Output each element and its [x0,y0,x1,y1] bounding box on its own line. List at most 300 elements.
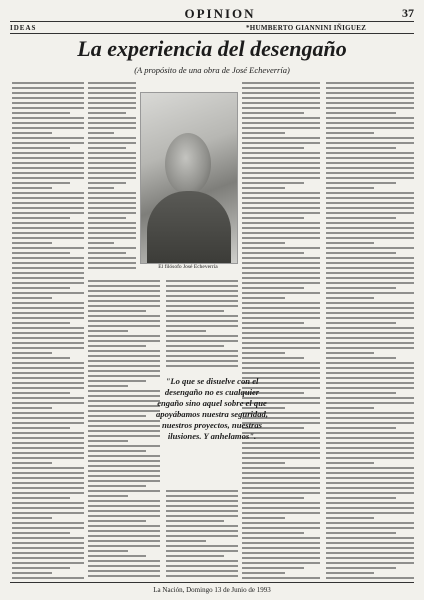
text-line [88,380,146,382]
text-line [12,397,84,399]
text-line [326,127,414,129]
text-line [242,127,320,129]
text-line [12,517,52,519]
text-line [326,332,414,334]
text-column-1 [12,82,84,582]
text-line [166,500,238,502]
text-line [326,437,414,439]
text-line [12,317,84,319]
text-line [326,502,414,504]
text-line [12,122,84,124]
text-line [12,202,84,204]
text-line [326,357,396,359]
text-line [326,537,414,539]
text-line [88,420,160,422]
text-line [242,117,320,119]
text-line [326,242,374,244]
text-line [88,227,136,229]
text-line [242,247,320,249]
text-line [88,177,136,179]
text-line [88,515,160,517]
text-line [88,207,136,209]
text-line [12,182,70,184]
text-line [88,545,160,547]
text-line [12,192,84,194]
text-line [88,495,128,497]
text-line [242,327,320,329]
text-line [242,107,320,109]
text-line [242,322,304,324]
text-line [166,570,238,572]
text-line [88,237,136,239]
text-line [88,560,160,562]
text-line [242,252,304,254]
text-line [12,577,84,579]
text-line [12,267,84,269]
pull-quote: "Lo que se disuelve con el desengaño no es cualquier engaño sino aquel sobre el que apoyábamos nuestra seguridad, nuestros proyectos, nuestras ilusiones. Y anhelamos". [156,376,268,441]
text-line [88,242,114,244]
text-line [12,132,52,134]
text-line [326,202,414,204]
text-line [12,137,84,139]
text-line [242,87,320,89]
text-line [88,257,136,259]
text-line [326,307,414,309]
text-line [88,197,136,199]
text-line [12,542,84,544]
photo-body [147,191,231,263]
text-line [88,475,160,477]
text-line [12,352,52,354]
text-line [242,527,320,529]
text-line [166,345,224,347]
text-line [166,350,238,352]
text-line [88,147,126,149]
text-line [12,367,84,369]
text-line [326,172,414,174]
text-line [326,377,414,379]
text-line [88,405,160,407]
text-line [326,512,414,514]
text-line [12,332,84,334]
text-line [166,320,238,322]
text-line [242,112,304,114]
text-line [12,307,84,309]
photo-face [165,133,211,195]
text-line [12,282,84,284]
text-line [12,412,84,414]
text-line [242,172,320,174]
text-line [326,237,414,239]
text-line [88,122,136,124]
text-line [166,515,238,517]
text-line [12,142,84,144]
text-line [242,157,320,159]
text-line [12,382,84,384]
text-line [166,575,238,577]
text-line [326,177,414,179]
subtitle: (A propósito de una obra de José Echeverría) [134,65,290,75]
text-line [12,362,84,364]
text-line [326,152,414,154]
text-line [242,502,320,504]
text-line [242,82,320,84]
text-column-5 [326,82,414,582]
text-line [12,217,70,219]
text-line [12,482,84,484]
text-line [88,400,160,402]
text-line [326,182,396,184]
text-line [242,542,320,544]
text-line [88,565,160,567]
text-line [88,370,160,372]
text-line [12,272,84,274]
text-line [326,402,414,404]
text-column-3a [166,280,238,372]
text-line [326,482,414,484]
text-line [88,425,160,427]
text-line [242,132,285,134]
text-line [88,505,160,507]
text-line [326,277,414,279]
text-line [326,412,414,414]
text-line [12,392,70,394]
text-line [88,87,136,89]
text-line [12,387,84,389]
text-line [242,232,320,234]
text-line [166,490,238,492]
text-line [88,232,136,234]
text-line [12,327,84,329]
text-line [242,192,320,194]
photo-caption: El filósofo José Echeverría [158,264,218,270]
text-line [326,497,396,499]
text-line [166,310,224,312]
section-tag: IDEAS [10,24,37,32]
text-line [166,325,238,327]
text-line [326,222,414,224]
text-line [12,297,52,299]
text-line [166,290,238,292]
text-line [12,557,84,559]
text-column-3b [166,490,238,580]
text-line [242,532,304,534]
text-line [12,102,84,104]
text-line [88,440,128,442]
text-line [12,377,84,379]
text-line [242,222,320,224]
text-line [88,157,136,159]
text-line [12,417,84,419]
text-line [242,572,285,574]
publication-footer: La Nación, Domingo 13 de Junio de 1993 [153,586,271,594]
text-line [242,162,320,164]
text-line [326,372,414,374]
text-line [242,497,304,499]
text-line [326,492,414,494]
text-line [88,262,136,264]
text-line [242,167,320,169]
text-line [326,442,414,444]
text-line [12,322,70,324]
text-line [326,187,374,189]
text-line [88,295,160,297]
text-line [12,572,52,574]
text-line [12,427,70,429]
text-line [326,397,414,399]
text-line [326,507,414,509]
subheader-rule [10,33,414,34]
text-line [326,212,414,214]
text-line [242,287,304,289]
text-line [166,335,238,337]
text-line [88,217,126,219]
text-line [242,137,320,139]
text-line [12,257,84,259]
text-line [88,415,146,417]
text-line [166,315,238,317]
text-line [326,452,414,454]
text-line [88,485,146,487]
text-line [326,142,414,144]
section-title: OPINION [184,6,256,21]
text-line [12,92,84,94]
text-line [166,525,238,527]
text-line [242,517,285,519]
text-line [88,330,128,332]
text-line [326,267,414,269]
text-line [12,497,70,499]
text-line [88,212,136,214]
text-line [88,132,114,134]
text-line [88,510,160,512]
text-line [242,512,320,514]
text-line [326,262,414,264]
text-line [12,107,84,109]
text-line [326,382,414,384]
text-line [88,345,146,347]
text-line [326,522,414,524]
text-line [88,465,160,467]
text-line [88,530,160,532]
text-line [326,557,414,559]
text-line [242,332,320,334]
text-line [12,372,84,374]
text-line [166,540,206,542]
text-line [242,507,320,509]
headline: La experiencia del desengaño [77,36,347,61]
text-line [326,112,396,114]
text-line [88,202,136,204]
text-line [326,457,414,459]
text-line [242,262,320,264]
text-line [88,535,160,537]
text-line [166,530,238,532]
text-line [326,552,414,554]
text-line [88,550,128,552]
text-line [12,567,70,569]
text-line [88,162,136,164]
text-line [88,247,136,249]
text-line [12,287,70,289]
text-line [166,360,238,362]
text-line [242,562,320,564]
text-line [326,312,414,314]
text-line [242,122,320,124]
text-line [242,557,320,559]
text-line [326,287,396,289]
text-line [12,207,84,209]
text-line [326,302,414,304]
text-line [326,432,414,434]
text-line [88,112,126,114]
text-line [326,167,414,169]
text-line [12,157,84,159]
text-line [242,357,304,359]
text-line [88,222,136,224]
text-line [166,520,224,522]
text-line [166,550,238,552]
text-line [88,320,160,322]
text-line [88,395,160,397]
text-line [242,492,320,494]
text-line [12,492,84,494]
text-line [326,462,374,464]
text-line [12,437,84,439]
text-line [88,267,136,269]
text-line [242,197,320,199]
text-line [326,162,414,164]
text-line [12,172,84,174]
text-line [326,472,414,474]
text-line [242,187,285,189]
text-line [242,257,320,259]
text-line [12,407,52,409]
text-line [12,117,84,119]
text-line [12,162,84,164]
text-line [326,392,396,394]
text-line [12,537,84,539]
text-line [242,307,320,309]
text-line [12,522,84,524]
text-line [88,252,126,254]
text-line [326,532,396,534]
text-line [12,177,84,179]
text-line [12,467,84,469]
text-line [326,567,396,569]
text-line [12,247,84,249]
text-line [88,315,160,317]
text-line [12,87,84,89]
text-line [242,237,320,239]
text-line [12,457,84,459]
text-line [326,197,414,199]
text-line [242,102,320,104]
text-line [326,82,414,84]
text-line [12,507,84,509]
text-line [88,570,160,572]
text-line [242,142,320,144]
text-line [242,182,304,184]
text-line [88,445,160,447]
text-line [326,107,414,109]
text-line [88,540,160,542]
text-line [12,152,84,154]
text-line [12,462,52,464]
text-line [12,167,84,169]
text-line [12,422,84,424]
text-line [326,272,414,274]
text-line [12,487,84,489]
text-line [326,562,414,564]
text-line [326,337,414,339]
text-line [326,122,414,124]
text-line [12,547,84,549]
text-line [326,132,374,134]
text-line [88,280,160,282]
text-line [12,342,84,344]
text-line [12,452,84,454]
text-line [12,212,84,214]
text-line [88,92,136,94]
text-line [326,387,414,389]
text-line [242,352,285,354]
text-line [12,277,84,279]
text-line [242,202,320,204]
text-line [88,375,160,377]
text-line [326,327,414,329]
text-line [88,325,160,327]
text-line [88,290,160,292]
text-line [166,510,238,512]
text-line [88,152,136,154]
text-line [88,355,160,357]
text-line [242,547,320,549]
text-line [166,365,238,367]
text-line [242,312,320,314]
text-line [326,232,414,234]
text-line [12,347,84,349]
text-line [12,302,84,304]
text-line [88,335,160,337]
text-line [166,280,238,282]
text-line [166,295,238,297]
text-line [166,545,238,547]
text-line [166,285,238,287]
text-line [12,337,84,339]
text-line [326,477,414,479]
text-line [242,522,320,524]
text-line [242,337,320,339]
text-line [326,407,374,409]
text-line [88,142,136,144]
text-line [88,430,160,432]
text-line [12,552,84,554]
text-line [12,262,84,264]
text-line [88,310,146,312]
text-line [326,102,414,104]
text-line [12,222,84,224]
text-line [242,207,320,209]
text-line [88,97,136,99]
text-line [88,82,136,84]
text-line [326,227,414,229]
text-line [326,577,414,579]
text-line [12,147,70,149]
text-line [88,450,146,452]
text-line [166,535,238,537]
text-line [326,347,414,349]
